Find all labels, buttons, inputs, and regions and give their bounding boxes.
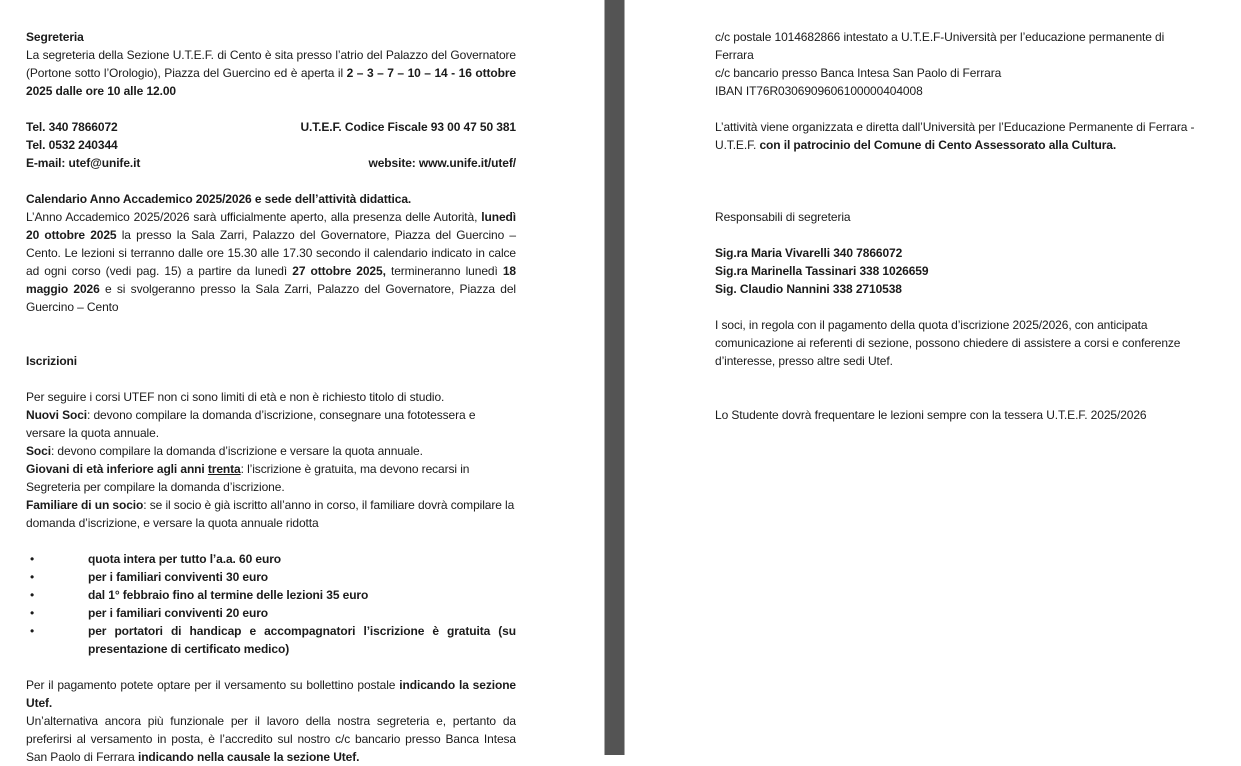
bullet-item: [26, 568, 516, 586]
paragraph: [715, 28, 1205, 64]
paragraph: [715, 280, 1205, 298]
bullet-icon: •: [30, 606, 35, 620]
text-run: : se il socio è già iscritto all’anno in corso, il familiare dovrà compilare la domanda d’iscrizione, e versare la quota annuale ridotta: [26, 498, 515, 530]
bullet-text: [88, 606, 268, 620]
paragraph: [26, 388, 516, 406]
text-run: e si svolgeranno presso la Sala Zarri, Palazzo del Governatore, Piazza del Guercino – Cento: [26, 282, 516, 314]
text-run: I soci, in regola con il pagamento della quota d’iscrizione 2025/2026, con anticipata comunicazione ai referenti di sezione, possono chiedere di assistere a corsi e conferenze d’interesse, presso altre sedi Utef.: [715, 318, 1181, 368]
text-run: Iscrizioni: [26, 354, 78, 368]
text-run: : devono compilare la domanda d’iscrizione e versare la quota annuale.: [50, 444, 423, 458]
text-run: lunedì 20 ottobre 2025: [26, 210, 516, 242]
text-run: Segreteria: [26, 30, 84, 44]
contact-row: [26, 136, 516, 154]
contact-left-text: Tel. 340 7866072: [26, 120, 118, 134]
left-page: [26, 28, 516, 766]
section-heading: [26, 190, 516, 208]
paragraph: [26, 208, 516, 316]
text-run: per i familiari conviventi 20 euro: [88, 606, 268, 620]
text-run: Soci: [26, 444, 51, 458]
text-run: Responsabili di segreteria: [715, 210, 851, 224]
text-run: Lo Studente dovrà frequentare le lezioni sempre con la tessera U.T.E.F. 2025/2026: [715, 408, 1147, 422]
contact-block: [26, 118, 516, 172]
text-run: indicando nella causale la sezione Utef.: [137, 750, 360, 764]
contact-right-text: U.T.E.F. Codice Fiscale 93 00 47 50 381: [300, 120, 516, 134]
text-run: 18 maggio 2026: [26, 264, 516, 296]
paragraph: [26, 406, 516, 442]
bullet-text: [88, 588, 368, 602]
blank-space: [26, 172, 516, 190]
bullet-list: [26, 550, 516, 658]
text-run: Calendario Anno Accademico 2025/2026 e sede dell’attività didattica.: [26, 192, 412, 206]
text-run: : l’iscrizione è gratuita, ma devono recarsi in Segreteria per compilare la domanda d’iscrizione.: [26, 462, 470, 494]
text-run: L’attività viene organizzata e diretta dall’Università per l’Educazione Permanente di Ferrara - U.T.E.F.: [715, 120, 1195, 152]
bullet-icon: •: [30, 588, 35, 602]
blank-space: [715, 298, 1205, 316]
right-page: [715, 28, 1205, 424]
paragraph: [26, 460, 516, 496]
blank-space: [26, 658, 516, 676]
paragraph: [26, 442, 516, 460]
text-run: la presso la Sala Zarri, Palazzo del Governatore, Piazza del Guercino – Cento. Le lezioni si terranno dalle ore 15.30 alle 17.30 secondo il calendario indicato in calce ad ogni corso (vedi pag. 15) a partire da lunedì: [26, 228, 516, 278]
blank-space: [715, 154, 1205, 208]
text-run: Sig.ra Maria Vivarelli 340 7866072: [715, 246, 903, 260]
paragraph: [715, 244, 1205, 262]
blank-space: [715, 100, 1205, 118]
text-run: Giovani di età inferiore agli anni: [26, 462, 208, 476]
blank-space: [715, 370, 1205, 406]
text-run: 2 – 3 – 7 – 10 – 14 - 16 ottobre 2025 dalle ore 10 alle 12.00: [26, 66, 517, 98]
text-run: quota intera per tutto l’a.a. 60 euro: [88, 552, 281, 566]
text-run: Un’alternativa ancora più funzionale per il lavoro della nostra segreteria e, pertanto da preferirsi al versamento in posta, è l’accredito sul nostro c/c bancario presso Banca Intesa San Paolo di Ferrara: [26, 714, 516, 764]
text-run: trenta: [207, 462, 241, 476]
contact-left-text: E-mail: utef@unife.it: [26, 156, 141, 170]
text-run: c/c bancario presso Banca Intesa San Paolo di Ferrara: [715, 66, 1002, 80]
bullet-item: [26, 622, 516, 658]
text-run: c/c postale 1014682866 intestato a U.T.E.F-Università per l’educazione permanente di Ferrara: [715, 30, 1165, 62]
blank-space: [26, 100, 516, 118]
bullet-icon: •: [30, 570, 35, 584]
text-run: con il patrocinio del Comune di Cento Assessorato alla Cultura.: [759, 138, 1117, 152]
text-run: termineranno lunedì: [385, 264, 503, 278]
bullet-item: [26, 604, 516, 622]
section-heading: [26, 28, 516, 46]
text-run: indicando la sezione Utef.: [26, 678, 516, 710]
text-run: L’Anno Accademico 2025/2026 sarà ufficialmente aperto, alla presenza delle Autorità,: [26, 210, 482, 224]
text-run: Sig.ra Marinella Tassinari 338 1026659: [715, 264, 929, 278]
blank-space: [26, 532, 516, 550]
contact-left-text: Tel. 0532 240344: [26, 138, 118, 152]
bullet-text: [88, 552, 281, 566]
section-heading: [26, 352, 516, 370]
contact-row: [26, 118, 516, 136]
text-run: per i familiari conviventi 30 euro: [88, 570, 268, 584]
bullet-item: [26, 586, 516, 604]
paragraph: [26, 676, 516, 712]
contact-right-text: website: www.unife.it/utef/: [368, 156, 516, 170]
bullet-icon: •: [30, 624, 35, 638]
paragraph: [26, 712, 516, 766]
text-run: Per seguire i corsi UTEF non ci sono limiti di età e non è richiesto titolo di studio.: [26, 390, 445, 404]
paragraph: [715, 316, 1205, 370]
paragraph: [26, 46, 516, 100]
paragraph: [715, 208, 1205, 226]
text-run: : devono compilare la domanda d’iscrizione, consegnare una fototessera e versare la quota annuale.: [26, 408, 476, 440]
text-run: Per il pagamento potete optare per il versamento su bollettino postale: [26, 678, 400, 692]
blank-space: [26, 316, 516, 352]
paragraph: [715, 82, 1205, 100]
page-divider: [604, 0, 625, 755]
bullet-icon: •: [30, 552, 35, 566]
paragraph: [26, 496, 516, 532]
paragraph: [715, 262, 1205, 280]
text-run: Nuovi Soci: [26, 408, 88, 422]
text-run: 27 ottobre 2025,: [292, 264, 386, 278]
bullet-text: [88, 624, 516, 656]
text-run: La segreteria della Sezione U.T.E.F. di Cento è sita presso l’atrio del Palazzo del Governatore (Portone sotto l’Orologio), Piazza del Guercino ed è aperta il: [26, 48, 516, 80]
bullet-text: [88, 570, 268, 584]
contact-row: [26, 154, 516, 172]
paragraph: [715, 406, 1205, 424]
blank-space: [715, 226, 1205, 244]
text-run: Familiare di un socio: [26, 498, 144, 512]
paragraph: [715, 118, 1205, 154]
paragraph: [715, 64, 1205, 82]
text-run: Sig. Claudio Nannini 338 2710538: [715, 282, 902, 296]
blank-space: [26, 370, 516, 388]
text-run: per portatori di handicap e accompagnatori l’iscrizione è gratuita (su presentazione di certificato medico): [88, 624, 516, 656]
bullet-item: [26, 550, 516, 568]
text-run: dal 1° febbraio fino al termine delle lezioni 35 euro: [88, 588, 369, 602]
text-run: IBAN IT76R0306909606100000404008: [715, 84, 923, 98]
